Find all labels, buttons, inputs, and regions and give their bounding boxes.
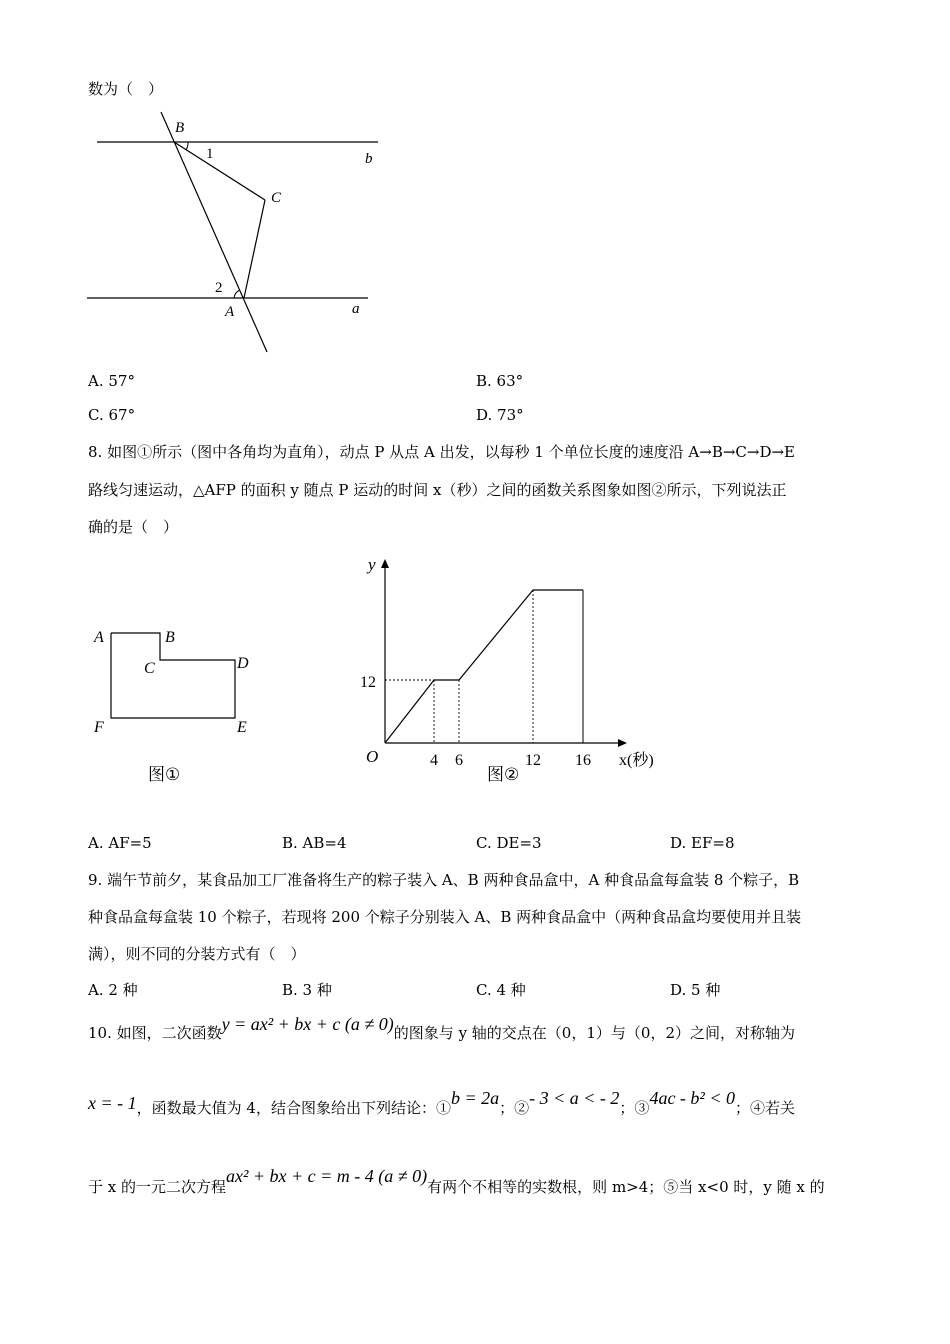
x-tick-4: 4 [430, 752, 438, 769]
label-b: b [365, 151, 373, 167]
q8-stem-line1: 8. 如图①所示（图中各角均为直角），动点 P 从点 A 出发，以每秒 1 个单位长度的速度沿 A→B→C→D→E [88, 443, 796, 461]
q7-option-c: C. 67° [88, 406, 136, 424]
fig2-caption: 图② [487, 765, 520, 785]
q8-option-d: D. EF=8 [670, 834, 735, 852]
q10-l3-text2: 有两个不相等的实数根，则 m>4；⑤当 x<0 时，y 随 x 的 [427, 1178, 825, 1196]
q9-option-d: D. 5 种 [670, 981, 721, 999]
fig1-caption: 图① [148, 765, 181, 785]
x-tick-12: 12 [525, 752, 541, 769]
q10-line2 [88, 1088, 795, 1118]
q9-stem-line1: 9. 端午节前夕，某食品加工厂准备将生产的粽子装入 A、B 两种食品盒中，A 种食品盒每盒装 8 个粽子，B [88, 871, 800, 889]
label-a: a [352, 301, 360, 317]
q7-option-d: D. 73° [476, 406, 524, 424]
q10-l2-text3: ；③ [619, 1099, 650, 1117]
origin-label: O [366, 747, 379, 766]
transversal-ab [161, 112, 267, 352]
x-tick-6: 6 [455, 752, 463, 769]
q7-option-a: A. 57° [88, 372, 135, 390]
q9-option-c: C. 4 种 [476, 981, 526, 999]
fig1-label-F: F [94, 719, 104, 736]
q7-figure [80, 105, 400, 360]
q9-stem-line3: 满），则不同的分装方式有（ ） [88, 945, 306, 963]
y-tick-12: 12 [360, 674, 376, 691]
label-C: C [271, 190, 282, 206]
q9-stem-line2: 种食品盒每盒装 10 个粽子，若现将 200 个粽子分别装入 A、B 两种食品盒中（两种食品盒均要使用并且装 [88, 908, 802, 926]
q10-conclusion-2: - 3 < a < - 2 [529, 1088, 620, 1108]
label-1: 1 [206, 146, 214, 162]
angle-2-arc [234, 290, 240, 298]
q8-option-a: A. AF=5 [88, 834, 152, 852]
fig1-label-D: D [237, 655, 249, 672]
q10-function-formula: y = ax² + bx + c (a ≠ 0) [221, 1014, 394, 1034]
angle-1-arc [186, 142, 188, 150]
fig1-label-A: A [94, 629, 104, 646]
fig1-label-C: C [144, 660, 155, 677]
q10-axis-formula: x = - 1 [88, 1093, 137, 1113]
q7-option-b: B. 63° [476, 372, 524, 390]
q10-conclusion-1: b = 2a [450, 1088, 500, 1108]
q10-equation-formula: ax² + bx + c = m - 4 (a ≠ 0) [226, 1166, 428, 1186]
q10-line3 [88, 1166, 825, 1197]
fig1-label-E: E [237, 719, 247, 736]
q10-l2-text1: ，函数最大值为 4，结合图象给出下列结论：① [136, 1099, 451, 1117]
q8-option-b: B. AB=4 [282, 834, 347, 852]
x-tick-16: 16 [575, 752, 591, 769]
q8-option-c: C. DE=3 [476, 834, 542, 852]
label-A: A [225, 304, 235, 320]
y-axis-label: y [368, 555, 376, 574]
function-graph [385, 590, 583, 743]
x-axis-arrow [618, 739, 627, 747]
label-B: B [175, 120, 185, 136]
label-2: 2 [215, 280, 223, 296]
fig1-label-B: B [165, 629, 175, 646]
q10-line1 [88, 1014, 795, 1043]
q8-figure-2 [355, 550, 675, 790]
q10-l1-post: 的图象与 y 轴的交点在（0，1）与（0，2）之间，对称轴为 [393, 1024, 795, 1042]
q9-option-a: A. 2 种 [88, 981, 138, 999]
q10-l3-text1: 于 x 的一元二次方程 [88, 1178, 226, 1196]
segment-ca [244, 200, 265, 298]
q10-l1-pre: 10. 如图，二次函数 [88, 1024, 222, 1042]
q10-conclusion-3: 4ac - b² < 0 [649, 1088, 735, 1108]
y-axis-arrow [381, 559, 389, 568]
x-axis-label: x(秒) [619, 752, 654, 769]
q10-l2-text2: ；② [499, 1099, 530, 1117]
q9-option-b: B. 3 种 [282, 981, 332, 999]
q10-l2-text4: ；④若关 [734, 1099, 795, 1117]
q7-stem-tail: 数为（ ） [88, 80, 164, 98]
q8-stem-line2: 路线匀速运动，△AFP 的面积 y 随点 P 运动的时间 x（秒）之间的函数关系图象如图②所示，下列说法正 [88, 481, 787, 499]
q8-figure-1 [85, 615, 265, 790]
q8-stem-line3: 确的是（ ） [88, 518, 179, 536]
